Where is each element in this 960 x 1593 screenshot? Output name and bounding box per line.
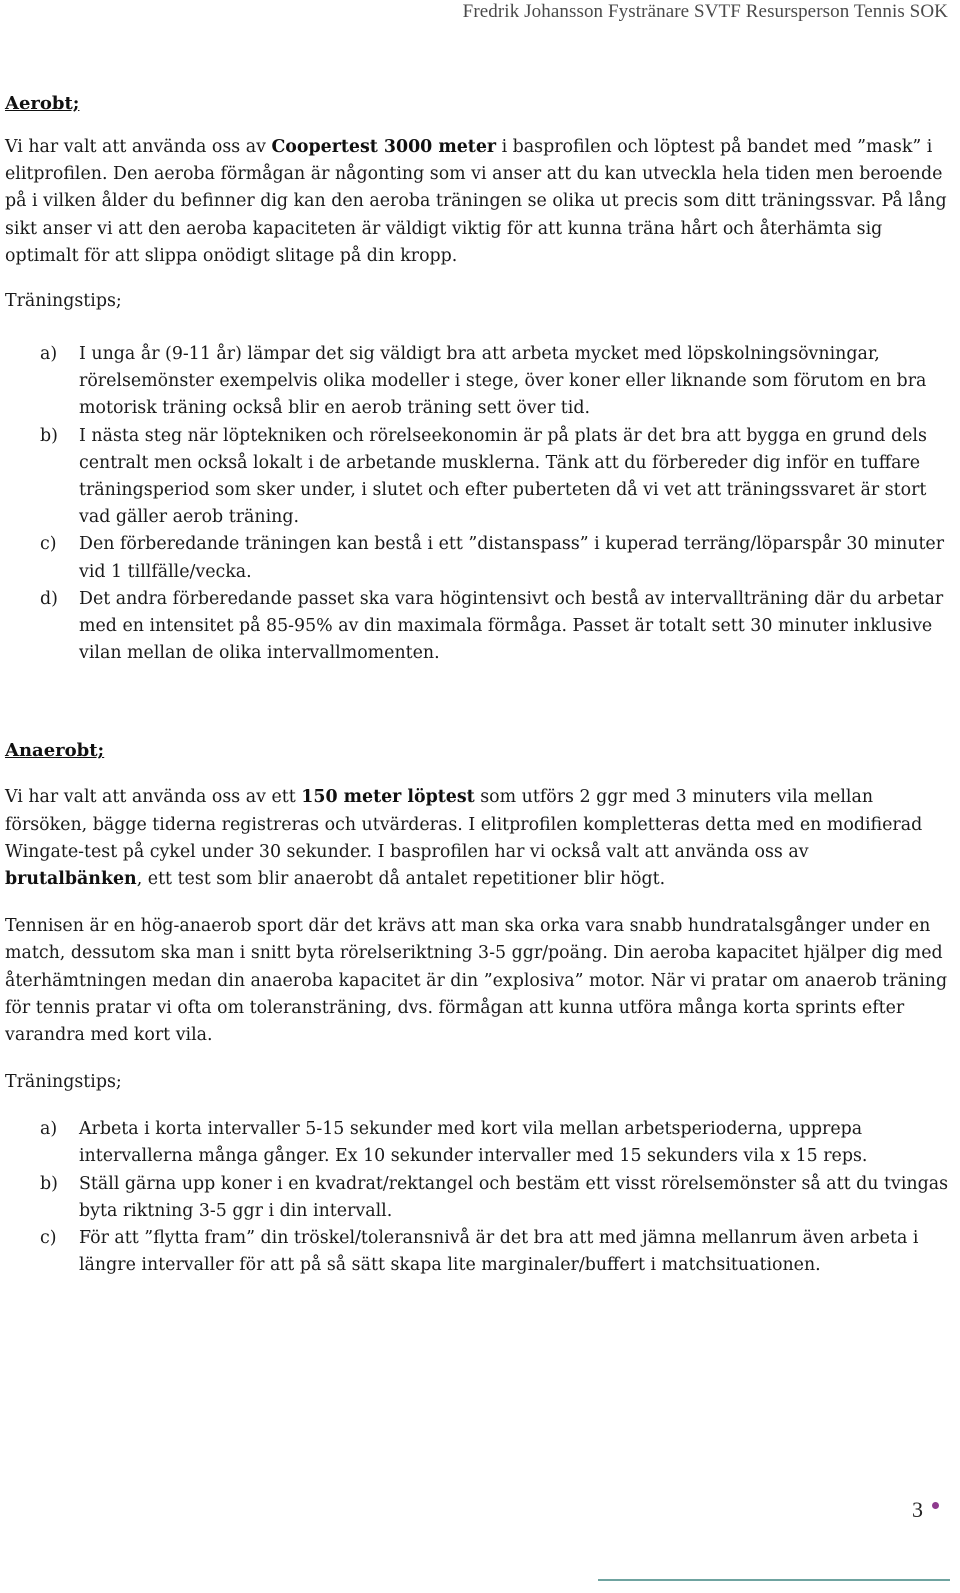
anaerobt-bench-name: brutalbänken: [5, 869, 137, 890]
list-item-text: I unga år (9-11 år) lämpar det sig väldigt bra att arbeta mycket med löpskolningsövningar, rörelsemönster exempelvis olika modeller i stege, över koner eller liknande som förutom en bra motorisk träning också blir en aerob träning sett över tid.: [79, 344, 927, 419]
list-item-text: Ställ gärna upp koner i en kvadrat/rektangel och bestäm ett visst rörelsemönster så att du tvingas byta riktning 3-5 ggr i din intervall.: [79, 1173, 949, 1221]
list-marker: b): [40, 1173, 58, 1194]
list-marker: b): [40, 425, 58, 446]
list-marker: d): [40, 588, 58, 609]
aerobt-intro-rest: i basprofilen och löptest på bandet med ”mask” i elitprofilen. Den aeroba förmågan är någonting som vi anser att du kan utveckla hela tiden men beroende på i vilken ålder du befinner dig kan den aeroba träningen se olika ut precis som ditt träningssvar. På lång sikt anser vi att den aeroba kapaciteten är väldigt viktig för att kunna träna hårt och återhämta sig optimalt för att slippa onödigt slitage på din kropp.: [5, 137, 947, 266]
page-number-dot: [932, 1502, 939, 1509]
list-item: [5, 341, 951, 423]
page-header: [0, 0, 960, 28]
section-heading-anaerobt: Anaerobt;: [5, 740, 105, 762]
list-marker: a): [40, 1119, 58, 1140]
aerobt-intro-start: Vi har valt att använda oss av: [5, 137, 272, 157]
list-marker: a): [40, 344, 58, 365]
aerobt-tips-label: Träningstips;: [5, 291, 122, 312]
anaerobt-tips-list: [5, 1116, 951, 1279]
list-item: [5, 586, 951, 668]
list-item: [5, 423, 951, 532]
list-item: [5, 1116, 951, 1170]
list-item-text: Det andra förberedande passet ska vara högintensivt och bestå av intervallträning där du arbetar med en intensitet på 85-95% av din maximala förmåga. Passet är totalt sett 30 minuter inklusive vilan mellan de olika intervallmomenten.: [79, 588, 944, 664]
aerobt-test-name: Coopertest 3000 meter: [271, 137, 497, 157]
list-item-text: Arbeta i korta intervaller 5-15 sekunder med kort vila mellan arbetsperioderna, upprepa intervallerna många gånger. Ex 10 sekunder intervaller med 15 sekunders vila x 15 reps.: [79, 1119, 868, 1167]
header-title: Fredrik Johansson Fystränare SVTF Resursperson Tennis SOK: [462, 1, 948, 22]
page-number: 3: [912, 1497, 923, 1522]
anaerobt-test-name: 150 meter löptest: [301, 787, 475, 808]
list-item-text: För att ”flytta fram” din tröskel/toleransnivå är det bra att med jämna mellanrum även arbeta i längre intervaller för att på så sätt skapa lite marginaler/buffert i matchsituationen.: [79, 1228, 919, 1276]
page-content: [5, 90, 951, 1280]
list-item: [5, 1171, 951, 1225]
anaerobt-description: Tennisen är en hög-anaerob sport där det krävs att man ska orka vara snabb hundratalsgånger under en match, dessutom ska man i snitt byta rörelseriktning 3-5 ggr/poäng. Din aeroba kapacitet hjälper dig med återhämtningen medan din anaeroba kapacitet är din ”explosiva” motor. När vi pratar om anaerob träning för tennis pratar vi ofta om toleransträning, dvs. förmågan att kunna utföra många korta sprints efter varandra med kort vila.: [5, 916, 948, 1046]
list-item: [5, 531, 951, 585]
section-heading-aerobt: Aerobt;: [5, 93, 80, 114]
list-marker: c): [40, 534, 57, 555]
footer-divider: [598, 1579, 950, 1581]
list-marker: c): [40, 1228, 57, 1249]
anaerobt-tips-label: Träningstips;: [5, 1072, 122, 1093]
aerobt-intro: [5, 134, 951, 270]
aerobt-tips-list: [5, 341, 951, 667]
anaerobt-intro-end: , ett test som blir anaerobt då antalet repetitioner blir högt.: [136, 869, 666, 890]
list-item-text: Den förberedande träningen kan bestå i ett ”distanspass” i kuperad terräng/löparspår 30 minuter vid 1 tillfälle/vecka.: [79, 534, 945, 582]
list-item-text: I nästa steg när löptekniken och rörelseekonomin är på plats är det bra att bygga en grund dels centralt men också lokalt i de arbetande musklerna. Tänk att du förbereder dig inför en tuffare träningsperiod som sker under, i slutet och efter puberteten då vi vet att träningssvaret är stort vad gäller aerob träning.: [79, 425, 927, 528]
anaerobt-intro-start: Vi har valt att använda oss av ett: [5, 787, 302, 808]
anaerobt-intro-mid: som utförs 2 ggr med 3 minuters vila mellan försöken, bägge tiderna registreras och utvärderas. I elitprofilen kompletteras detta med en modifierad Wingate-test på cykel under 30 sekunder. I basprofilen har vi också valt att använda oss av: [5, 787, 923, 862]
list-item: [5, 1225, 951, 1279]
anaerobt-intro: [5, 784, 951, 893]
